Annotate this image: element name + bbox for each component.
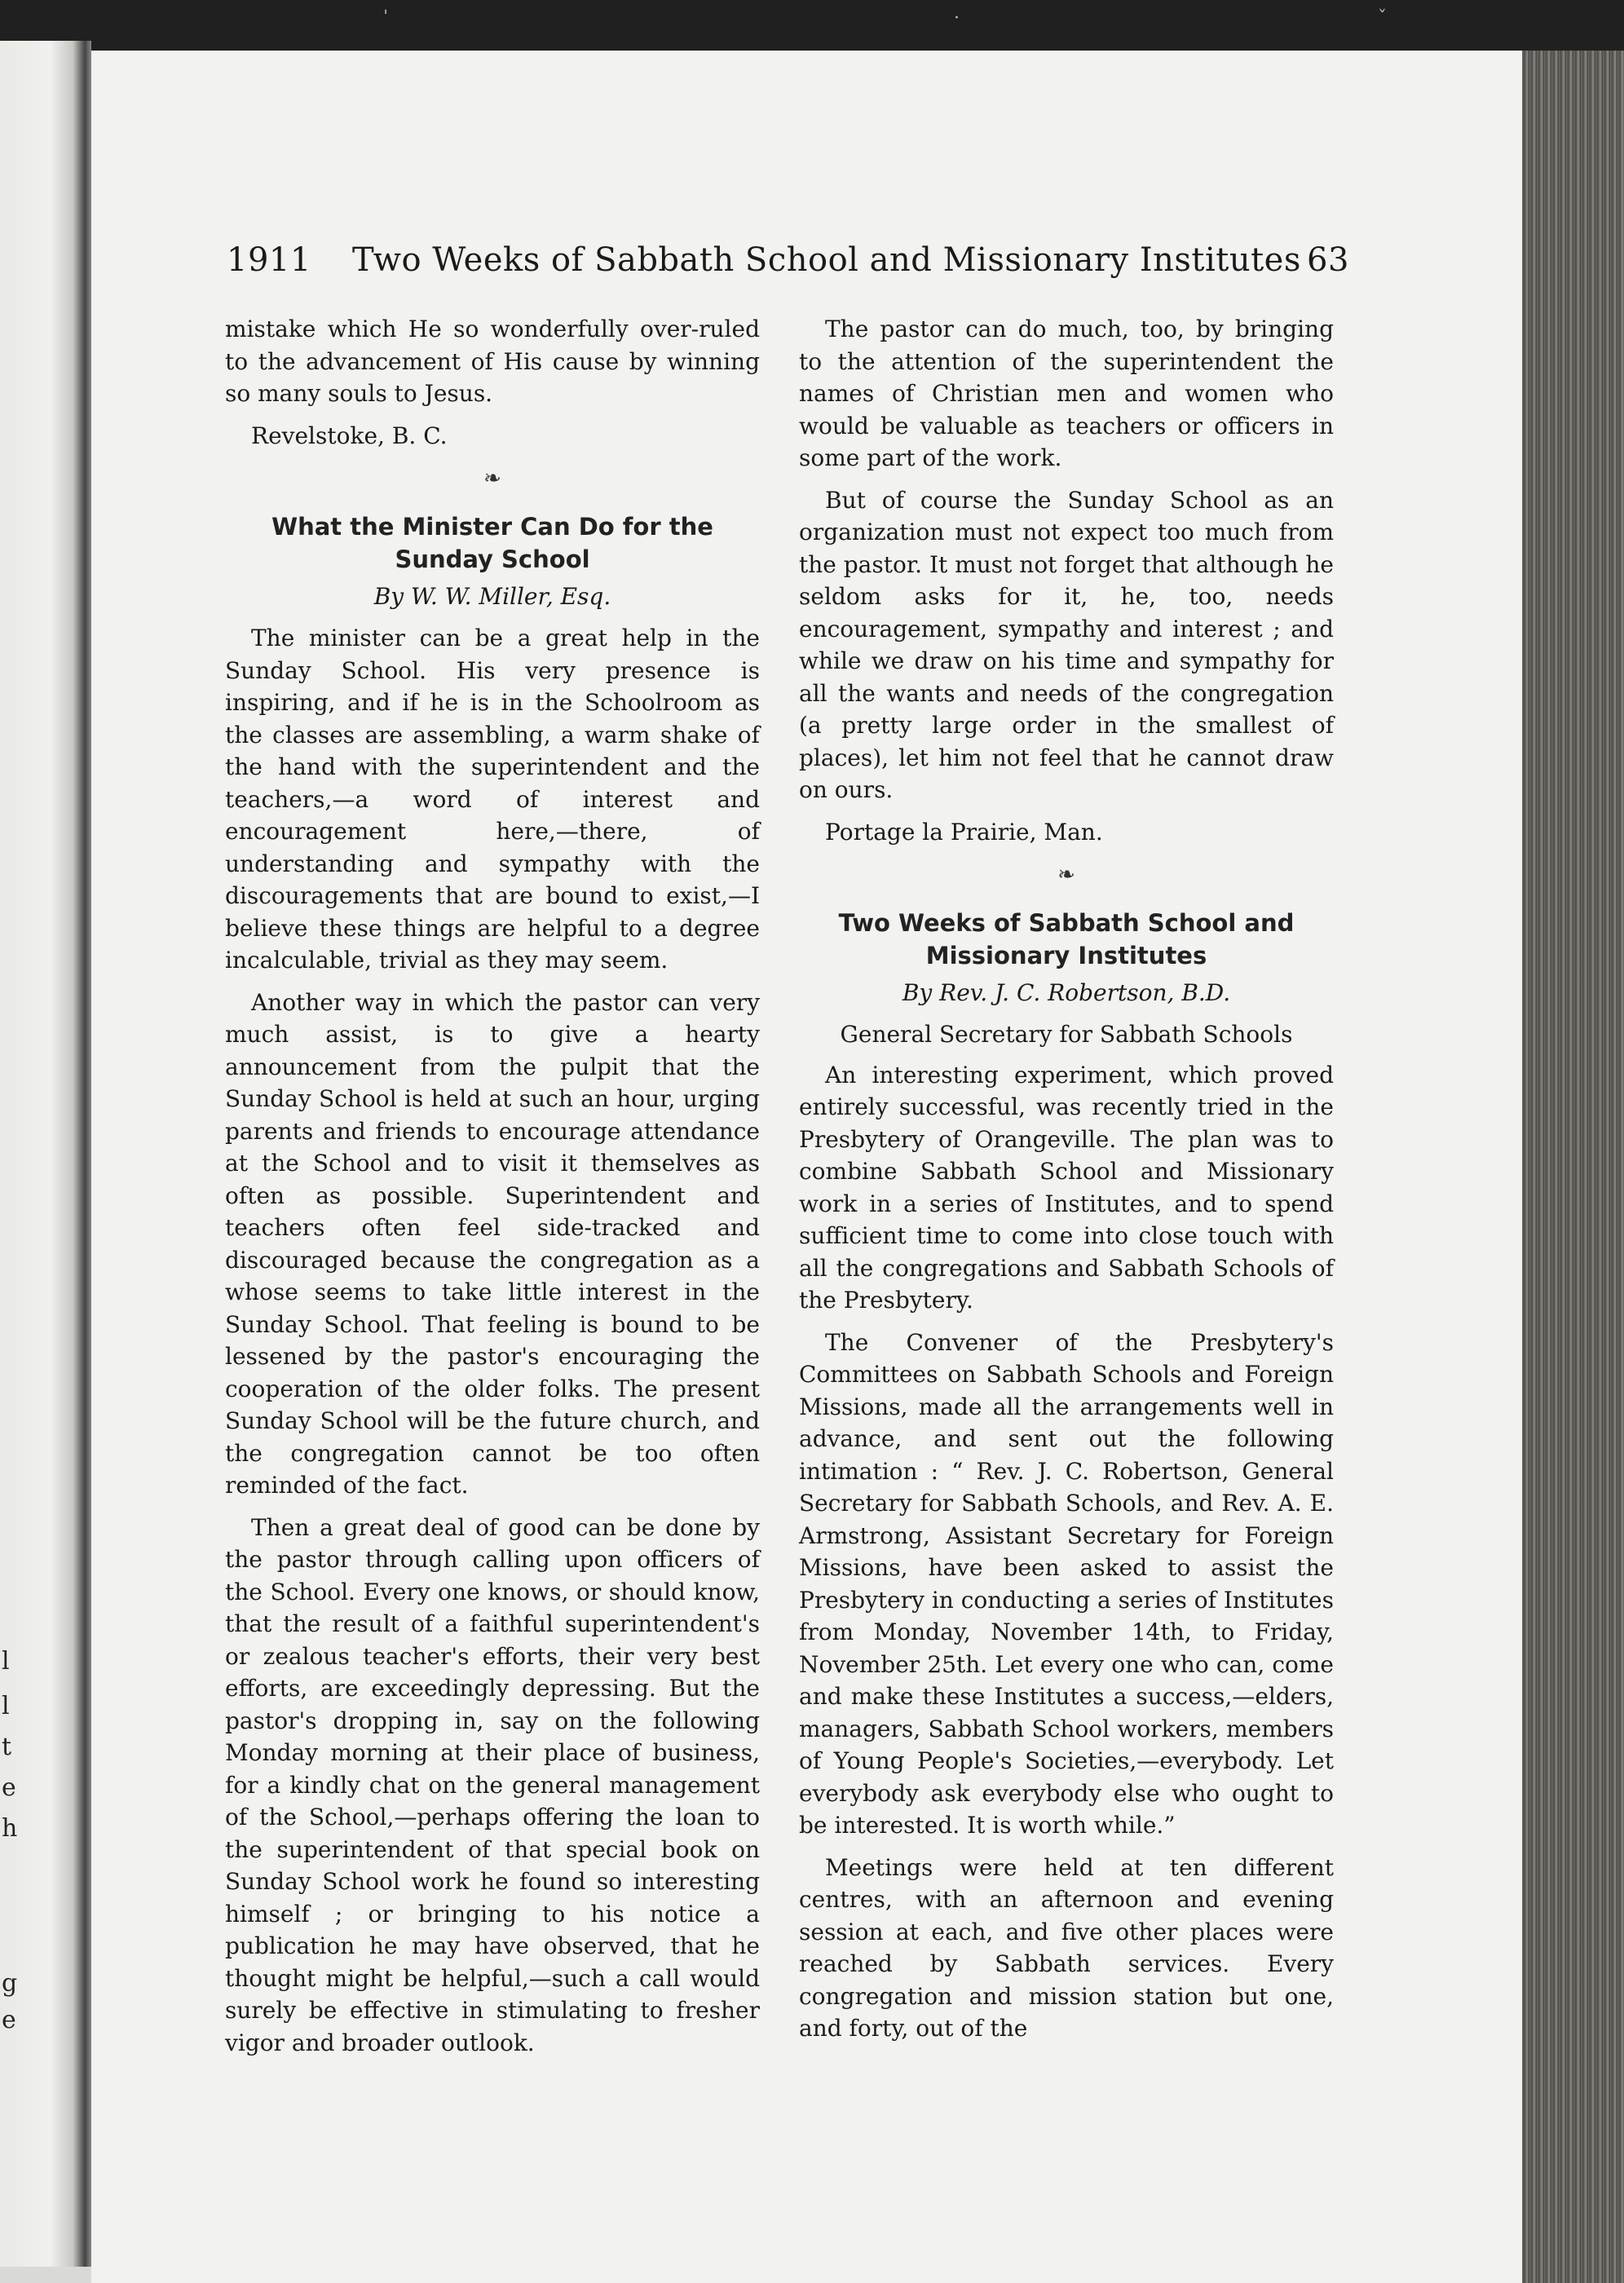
header-title: Two Weeks of Sabbath School and Missionary Institutes bbox=[352, 241, 1301, 279]
fragment-letter: l bbox=[2, 1647, 10, 1676]
scan-speck: · bbox=[954, 8, 960, 29]
fragment-letter: g bbox=[2, 1969, 18, 1998]
scan-top-border bbox=[0, 0, 1624, 51]
page-number: 63 bbox=[1307, 241, 1349, 279]
header-year: 1911 bbox=[227, 241, 311, 279]
fragment-letter: e bbox=[2, 1773, 16, 1802]
scan-speck: ˇ bbox=[1378, 8, 1387, 29]
section-subline: General Secretary for Sabbath Schools bbox=[840, 1021, 1293, 1048]
section-byline: By W. W. Miller, Esq. bbox=[373, 582, 611, 610]
fragment-letter: t bbox=[2, 1733, 12, 1761]
body-paragraph: Meetings were held at ten different centres, with an afternoon and evening session at each, and five other places were reached by Sabbath services. Every congregation and mission station but one, and forty, out of the bbox=[799, 1853, 1334, 2042]
body-paragraph: Another way in which the pastor can very much assist, is to give a hearty announcement from the pulpit that the Sunday School is held at such an hour, urging parents and friends to encourage attendance at the School and to visit it themselves as often as possible. Superintendent and teachers often feel side-tracked and discouraged because the congregation as a whose seems to take little interest in the Sunday School. That feeling is bound to be lessened by the pastor's encouraging the cooperation of the older folks. The present Sunday School will be the future church, and the congregation cannot be too often reminded of the fact. bbox=[225, 988, 760, 1499]
right-column bbox=[799, 313, 1334, 2055]
place-signature: Revelstoke, B. C. bbox=[251, 422, 448, 449]
section-ornament: ❧ bbox=[1057, 863, 1075, 887]
fragment-letter: l bbox=[2, 1692, 10, 1720]
page-stack-edge bbox=[1522, 51, 1624, 2283]
place-signature: Portage la Prairie, Man. bbox=[825, 818, 1103, 846]
left-column bbox=[225, 313, 760, 2069]
body-paragraph: The Convener of the Presbytery's Committees on Sabbath Schools and Foreign Missions, made all the arrangements well in advance, and sent out the following intimation : “ Rev. J. C. Robertson, General Secretary for Sabbath Schools, and Rev. A. E. Armstrong, Assistant Secretary for Foreign Missions, have been asked to assist the Presbytery in conducting a series of Institutes from Monday, November 14th, to Friday, November 25th. Let every one who can, come and make these Institutes a success,—elders, managers, Sabbath School workers, members of Young People's Societies,—everybody. Let everybody ask everybody else who ought to be interested. It is worth while.” bbox=[799, 1328, 1334, 1839]
body-paragraph: The pastor can do much, too, by bringing to the attention of the superintendent the names of Christian men and women who would be valuable as teachers or officers in some part of the work. bbox=[799, 316, 1334, 471]
section-title: Two Weeks of Sabbath School and Missionary Institutes bbox=[838, 908, 1295, 969]
body-paragraph: An interesting experiment, which proved entirely successful, was recently tried in the Presbytery of Orangeville. The plan was to combine Sabbath School and Missionary work in a series of Institutes, and to spend sufficient time to come into close touch with all the congregations and Sabbath Schools of the Presbytery. bbox=[799, 1061, 1334, 1314]
running-header bbox=[227, 241, 1368, 287]
scan-speck: ˈ bbox=[383, 8, 389, 29]
section-ornament: ❧ bbox=[483, 466, 501, 491]
facing-page-fragments bbox=[0, 0, 49, 2283]
section-title: What the Minister Can Do for the Sunday School bbox=[271, 512, 713, 573]
fragment-letter: e bbox=[2, 2006, 16, 2034]
section-byline: By Rev. J. C. Robertson, B.D. bbox=[902, 978, 1231, 1006]
continued-paragraph: mistake which He so wonderfully over-ruled to the advancement of His cause by winning so many souls to Jesus. bbox=[225, 316, 760, 407]
body-paragraph: The minister can be a great help in the Sunday School. His very presence is inspiring, and if he is in the Schoolroom as the classes are assembling, a warm shake of the hand with the superintendent and the teachers,—a word of interest and encouragement here,—there, of understanding and sympathy with the discouragements that are bound to exist,—I believe these things are helpful to a degree incalculable, trivial as they may seem. bbox=[225, 625, 760, 974]
fragment-letter: h bbox=[2, 1814, 18, 1843]
body-paragraph: But of course the Sunday School as an organization must not expect too much from the pastor. It must not forget that although he seldom asks for it, he, too, needs encouragement, sympathy and interest ; and while we draw on his time and sympathy for all the wants and needs of the congregation (a pretty large order in the smallest of places), let him not feel that he cannot draw on ours. bbox=[799, 486, 1334, 803]
body-paragraph: Then a great deal of good can be done by the pastor through calling upon officers of the School. Every one knows, or should know, that the result of a faithful superintendent's or zealous teacher's efforts, their very best efforts, are exceedingly depressing. But the pastor's dropping in, say on the following Monday morning at their place of business, for a kindly chat on the general management of the School,—perhaps offering the loan to the superintendent of that special book on Sunday School work he found so interesting himself ; or bringing to his notice a publication he may have observed, that he thought might be helpful,—such a call would surely be effective in stimulating to fresher vigor and broader outlook. bbox=[225, 1513, 760, 2056]
